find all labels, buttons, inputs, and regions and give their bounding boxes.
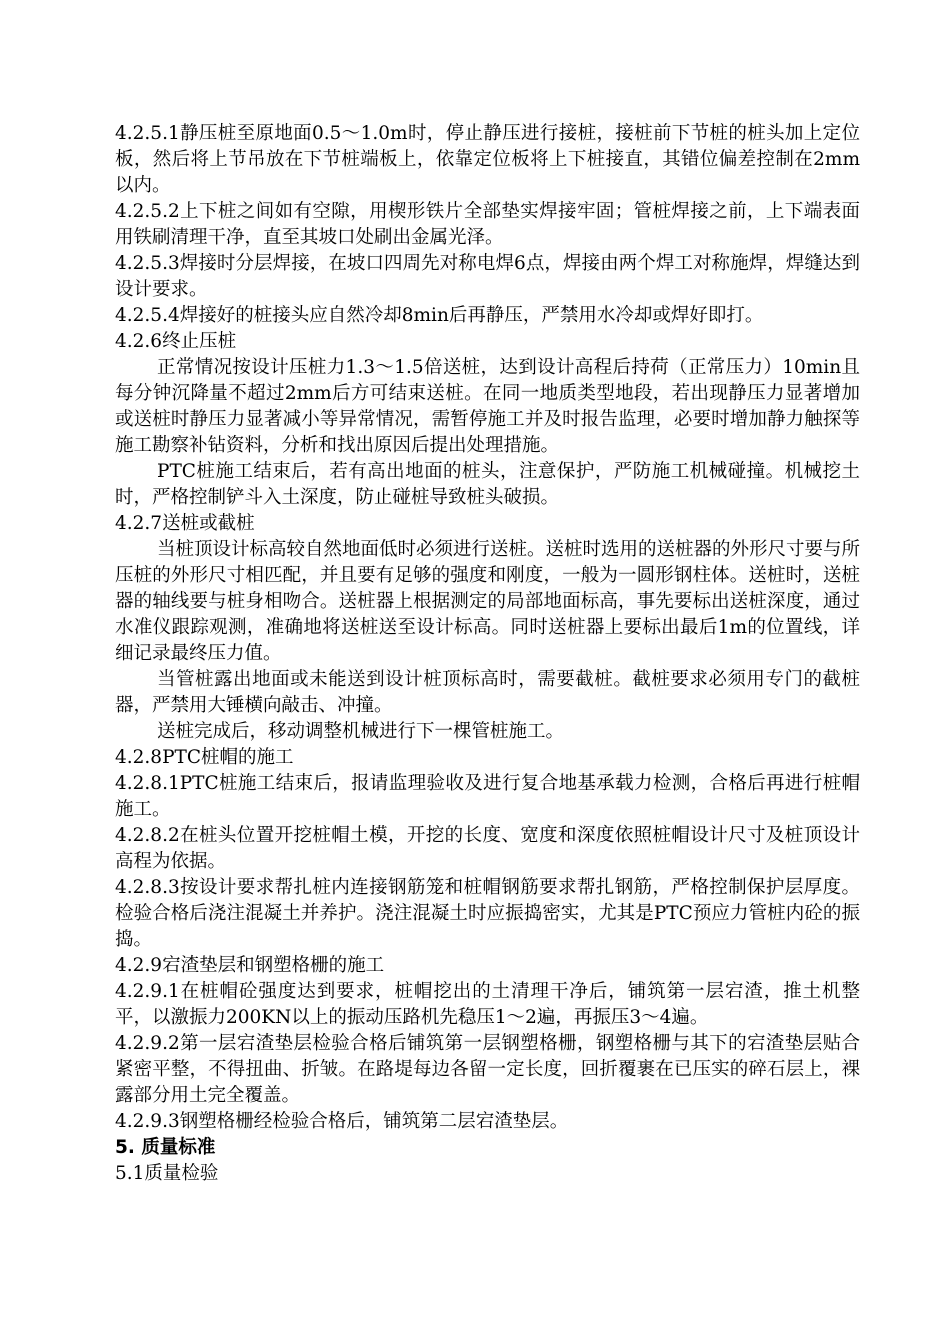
chapter-heading-5: 5. 质量标准: [115, 1137, 216, 1158]
paragraph-4-2-7-sending: 当桩顶设计标高较自然地面低时必须进行送桩。送桩时选用的送桩器的外形尺寸要与所压桩的外形尺寸相匹配，并且要有足够的强度和刚度，一般为一圆形钢柱体。送桩时，送桩器的轴线要与桩身相吻合。送桩器上根据测定的局部地面标高，事先要标出送桩深度，通过水准仪跟踪观测，准确地将送桩送至设计标高。同时送桩器上要标出最后1m的位置线，详细记录最终压力值。: [115, 539, 861, 664]
paragraph-4-2-6-protection: PTC桩施工结束后，若有高出地面的桩头，注意保护，严防施工机械碰撞。机械挖土时，严格控制铲斗入土深度，防止碰桩导致桩头破损。: [115, 461, 860, 508]
paragraph-4-2-5-2: 4.2.5.2上下桩之间如有空隙，用楔形铁片全部垫实焊接牢固；管桩焊接之前，上下端表面用铁刷清理干净，直至其坡口处刷出金属光泽。: [115, 201, 860, 248]
section-heading-5-1: 5.1质量检验: [115, 1163, 219, 1184]
paragraph-4-2-5-4: 4.2.5.4焊接好的桩接头应自然冷却8min后再静压，严禁用水冷却或焊好即打。: [115, 305, 764, 326]
paragraph-4-2-8-2: 4.2.8.2在桩头位置开挖桩帽土模，开挖的长度、宽度和深度依照桩帽设计尺寸及桩顶设计高程为依据。: [115, 825, 860, 872]
section-heading-4-2-9: 4.2.9宕渣垫层和钢塑格栅的施工: [115, 955, 385, 976]
paragraph-4-2-9-1: 4.2.9.1在桩帽砼强度达到要求，桩帽挖出的土清理干净后，铺筑第一层宕渣，推土机整平，以激振力200KN以上的振动压路机先稳压1～2遍，再振压3～4遍。: [115, 981, 860, 1028]
paragraph-4-2-7-next: 送桩完成后，移动调整机械进行下一棵管桩施工。: [157, 721, 565, 742]
section-heading-4-2-6: 4.2.6终止压桩: [115, 331, 237, 352]
paragraph-4-2-8-1: 4.2.8.1PTC桩施工结束后，报请监理验收及进行复合地基承载力检测，合格后再进行桩帽施工。: [115, 773, 860, 820]
document-page: [115, 121, 860, 1187]
paragraph-4-2-6-body: 正常情况按设计压桩力1.3～1.5倍送桩，达到设计高程后持荷（正常压力）10min且每分钟沉降量不超过2mm后方可结束送桩。在同一地质类型地段，若出现静压力显著增加或送桩时静压力显著减小等异常情况，需暂停施工并及时报告监理，必要时增加静力触探等施工勘察补钻资料，分析和找出原因后提出处理措施。: [115, 357, 860, 456]
paragraph-4-2-5-3: 4.2.5.3焊接时分层焊接，在坡口四周先对称电焊6点，焊接由两个焊工对称施焊，焊缝达到设计要求。: [115, 253, 860, 300]
section-heading-4-2-7: 4.2.7送桩或截桩: [115, 513, 255, 534]
section-heading-4-2-8: 4.2.8PTC桩帽的施工: [115, 747, 294, 768]
paragraph-4-2-8-3: 4.2.8.3按设计要求帮扎桩内连接钢筋笼和桩帽钢筋要求帮扎钢筋，严格控制保护层厚度。检验合格后浇注混凝土并养护。浇注混凝土时应振捣密实，尤其是PTC预应力管桩内砼的振捣。: [115, 877, 860, 950]
paragraph-4-2-7-cutting: 当管桩露出地面或未能送到设计桩顶标高时，需要截桩。截桩要求必须用专门的截桩器，严禁用大锤横向敲击、冲撞。: [115, 669, 860, 716]
paragraph-4-2-9-3: 4.2.9.3钢塑格栅经检验合格后，铺筑第二层宕渣垫层。: [115, 1111, 569, 1132]
paragraph-4-2-5-1: 4.2.5.1静压桩至原地面0.5～1.0m时，停止静压进行接桩，接桩前下节桩的桩头加上定位板，然后将上节吊放在下节桩端板上，依靠定位板将上下桩接直，其错位偏差控制在2mm以内。: [115, 123, 860, 196]
paragraph-4-2-9-2: 4.2.9.2第一层宕渣垫层检验合格后铺筑第一层钢塑格栅，钢塑格栅与其下的宕渣垫层贴合紧密平整，不得扭曲、折皱。在路堤每边各留一定长度，回折覆裹在已压实的碎石层上，裸露部分用土完全覆盖。: [115, 1033, 860, 1106]
